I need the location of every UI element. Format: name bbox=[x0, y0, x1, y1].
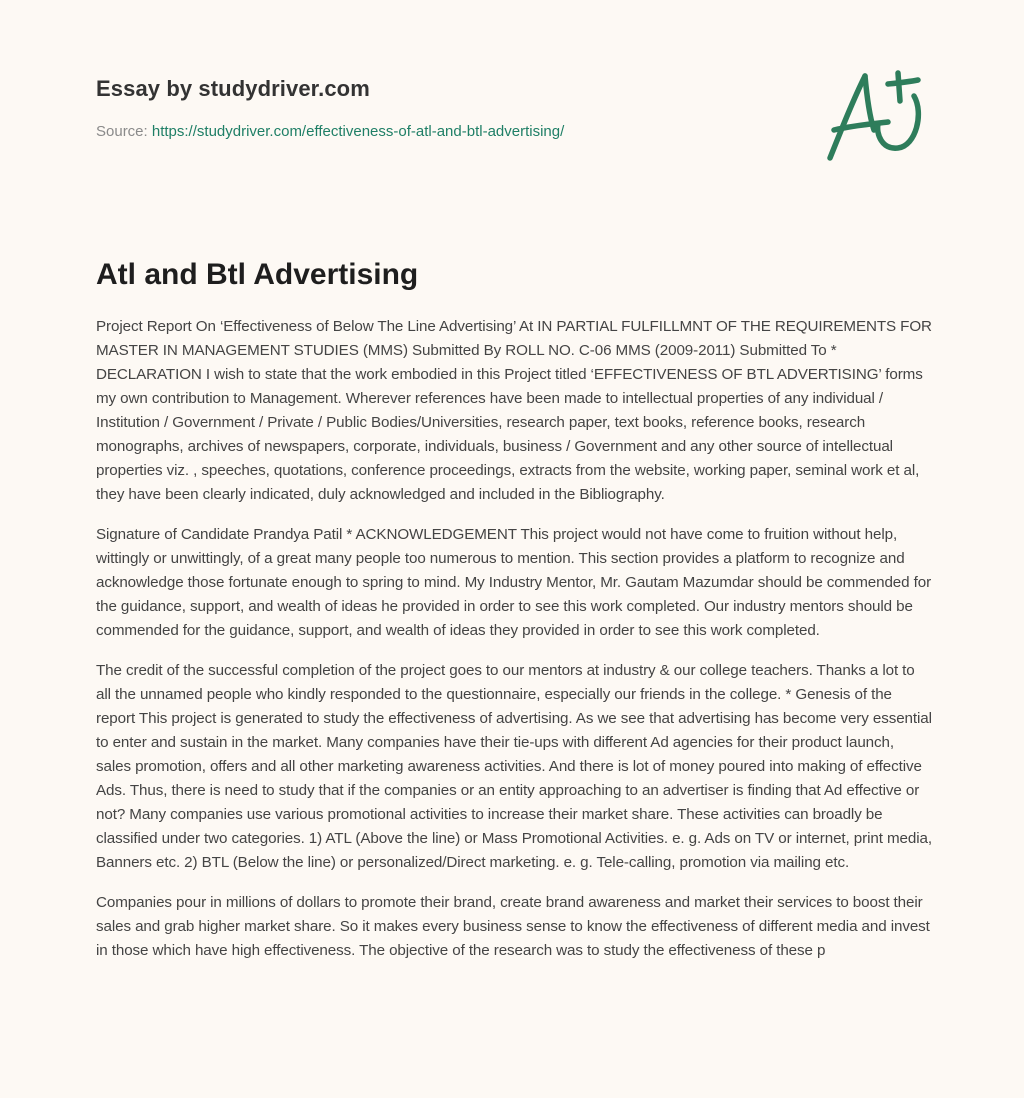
site-title: Essay by studydriver.com bbox=[96, 76, 370, 101]
source-link[interactable]: https://studydriver.com/effectiveness-of-atl-and-btl-advertising/ bbox=[151, 123, 565, 140]
a-plus-grade-icon bbox=[820, 68, 930, 168]
page-header bbox=[96, 74, 796, 142]
source-line bbox=[96, 122, 796, 142]
source-label: Source: bbox=[96, 123, 148, 140]
paragraph: Signature of Candidate Prandya Patil * ACKNOWLEDGEMENT This project would not have come to fruition without help, wittingly or unwittingly, of a great many people too numerous to mention. This section provides a platform to recognize and acknowledge those fortunate enough to spring to mind. My Industry Mentor, Mr. Gautam Mazumdar should be commended for the guidance, support, and wealth of ideas he provided in order to see this work completed. Our industry mentors should be commended for the guidance, support, and wealth of ideas they provided in order to see this work completed. bbox=[96, 526, 932, 639]
paragraph: Companies pour in millions of dollars to promote their brand, create brand awareness and market their services to boost their sales and grab higher market share. So it makes every business sense to know the effectiveness of different media and invest in those which have high effectiveness. The objective of the research was to study the effectiveness of these p bbox=[96, 894, 930, 959]
document-body bbox=[96, 315, 932, 979]
paragraph: The credit of the successful completion of the project goes to our mentors at industry & our college teachers. Thanks a lot to all the unnamed people who kindly responded to the questionnaire, especially our friends in the college. * Genesis of the report This project is generated to study the effectiveness of advertising. As we see that advertising has become very essential to enter and sustain in the market. Many companies have their tie-ups with different Ad agencies for their product launch, sales promotion, offers and all other marketing awareness activities. And there is lot of money poured into making of effective Ads. Thus, there is need to study that if the companies or an entity approaching to an advertiser is finding that Ad effective or not? Many companies use various promotional activities to increase their market share. These activities can broadly be classified under two categories. 1) ATL (Above the line) or Mass Promotional Activities. e. g. Ads on TV or internet, print media, Banners etc. 2) BTL (Below the line) or personalized/Direct marketing. e. g. Tele-calling, promotion via mailing etc. bbox=[96, 662, 932, 871]
document-title: Atl and Btl Advertising bbox=[96, 258, 419, 291]
paragraph: Project Report On ‘Effectiveness of Below The Line Advertising’ At IN PARTIAL FULFILLMNT OF THE REQUIREMENTS FOR MASTER IN MANAGEMENT STUDIES (MMS) Submitted By ROLL NO. C-06 MMS (2009-2011) Submitted To * DECLARATION I wish to state that the work embodied in this Project titled ‘EFFECTIVENESS OF BTL ADVERTISING’ forms my own contribution to Management. Wherever references have been made to intellectual properties of any individual / Institution / Government / Private / Public Bodies/Universities, research paper, text books, reference books, research monographs, archives of newspapers, corporate, individuals, business / Government and any other source of intellectual properties viz. , speeches, quotations, conference proceedings, extracts from the website, working paper, seminal work et al, they have been clearly indicated, duly acknowledged and included in the Bibliography. bbox=[96, 318, 932, 503]
